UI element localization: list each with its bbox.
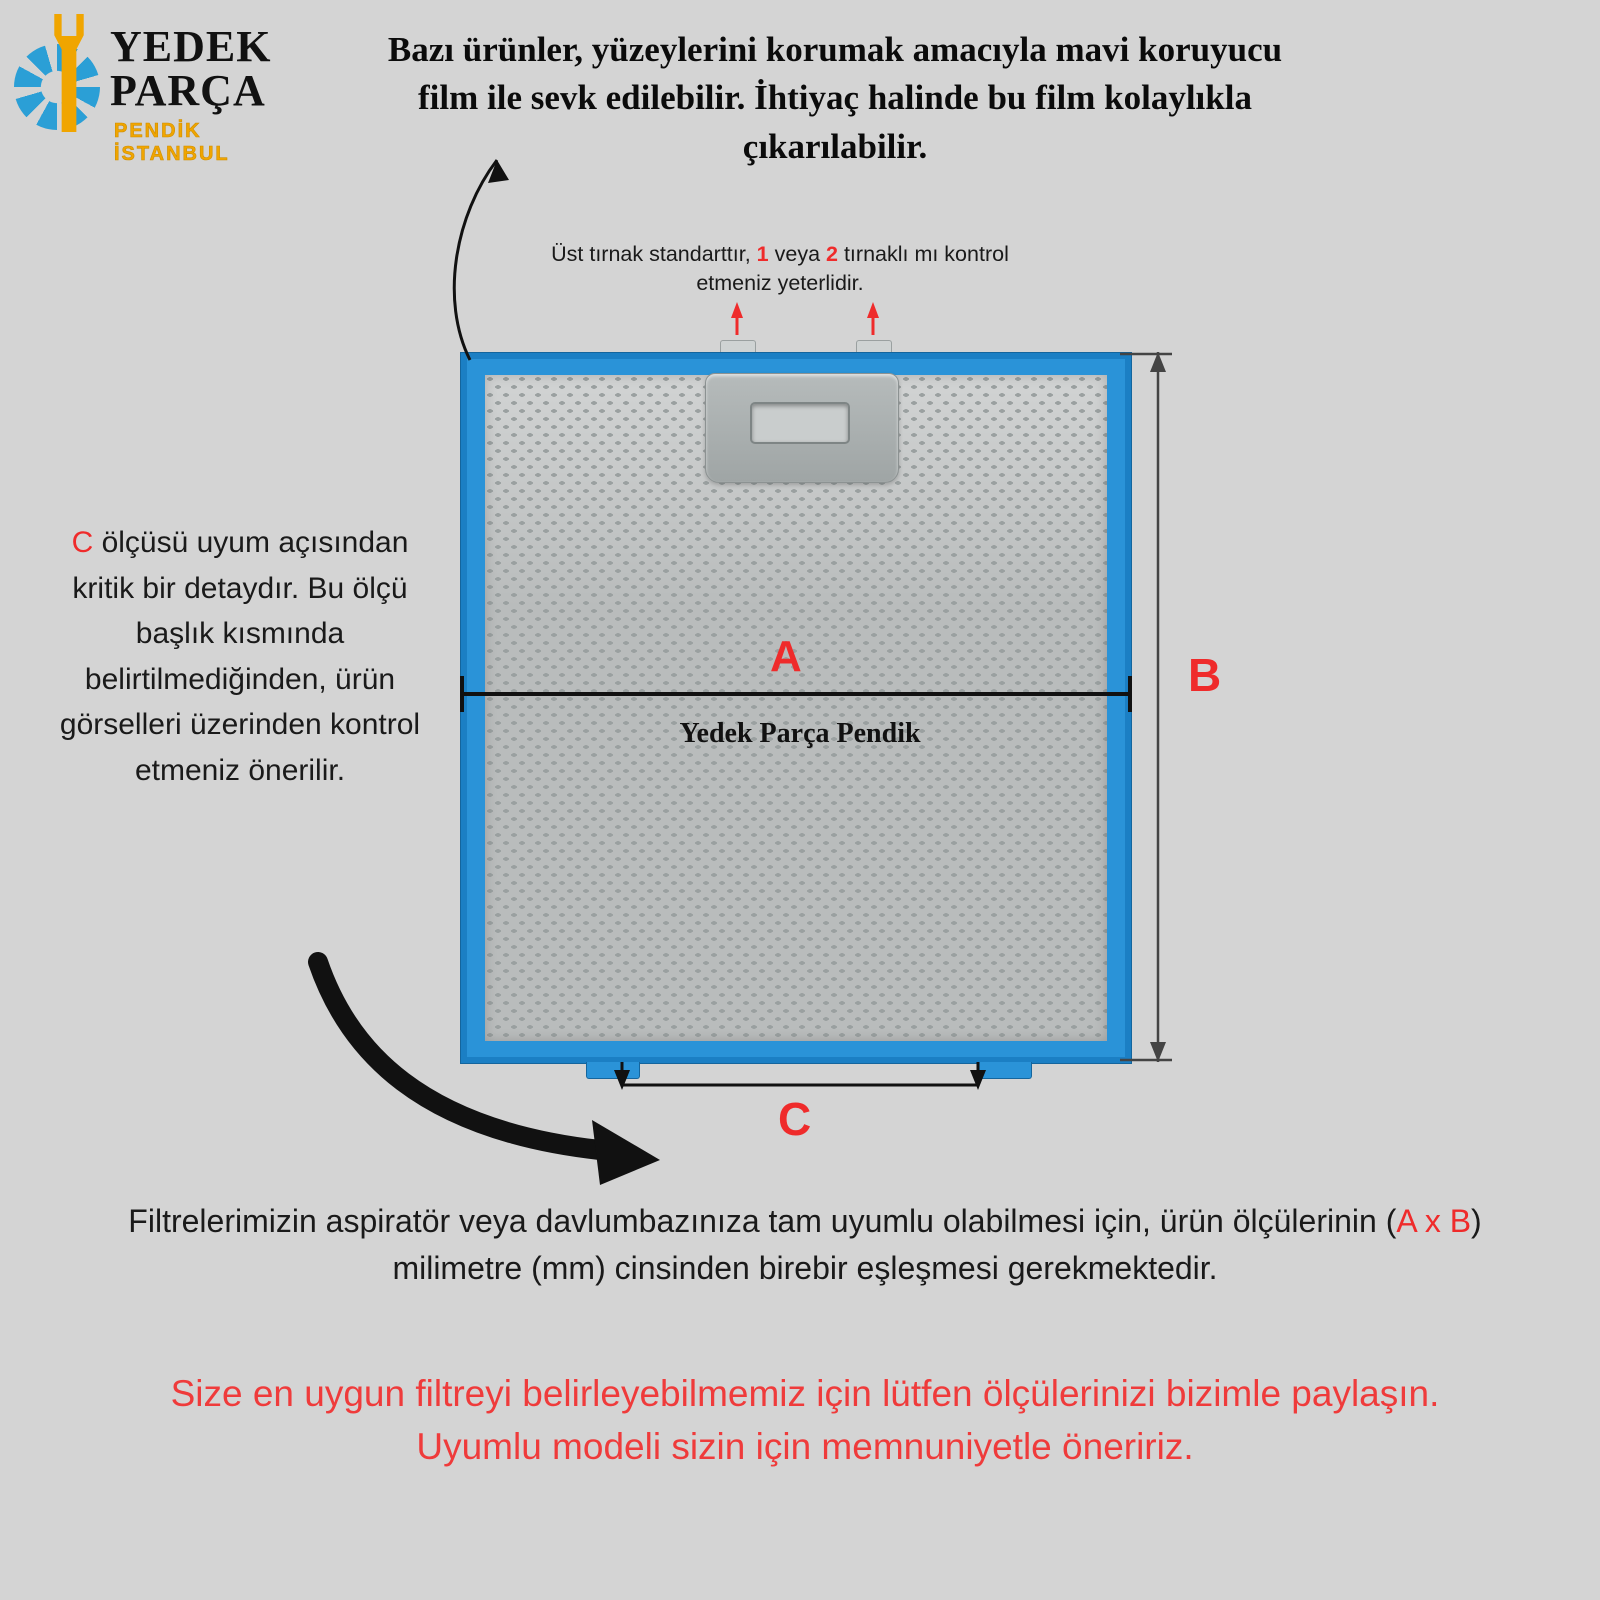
tab-note-part-2: veya (768, 242, 827, 266)
compatibility-formula: A x B (1396, 1203, 1472, 1239)
filter-watermark: Yedek Parça Pendik (679, 718, 921, 749)
filter-bottom-tab-2 (978, 1062, 1032, 1079)
tab-note-part-1: Üst tırnak standarttır, (551, 242, 757, 266)
dimension-arrow-b-bottom (1150, 1042, 1166, 1062)
latch-slot (750, 402, 850, 444)
compatibility-note (120, 1198, 1490, 1293)
top-tab-note (520, 240, 1040, 298)
tab-arrow-head-2 (867, 302, 879, 318)
c-note-text: ölçüsü uyum açısından kritik bir detaydır. Bu ölçü başlık kısmında belirtilmediğinden, ürün görselleri üzerinden kontrol etmeniz önerilir. (59, 526, 421, 787)
tab-note-number-1: 1 (756, 242, 769, 266)
c-measurement-note (40, 520, 440, 794)
filter-latch-handle (705, 373, 899, 483)
dimension-label-b: B (1188, 649, 1222, 701)
brand-logo (10, 8, 320, 165)
logo-line-3: PENDİK İSTANBUL (114, 120, 230, 165)
compatibility-note-part-1: Filtrelerimizin aspiratör veya davlumbazınıza tam uyumlu olabilmesi için, ürün ölçülerinin ( (128, 1203, 1397, 1239)
gear-icon (14, 44, 100, 130)
headline-text: Bazı ürünler, yüzeylerini korumak amacıyla mavi koruyucu film ile sevk edilebilir. İhtiyaç halinde bu film kolaylıkla çıkarılabilir. (387, 30, 1283, 166)
logo-line-1: YEDEK (110, 22, 272, 71)
dimension-label-c: C (778, 1093, 812, 1145)
dimension-arrow-b-top (1150, 352, 1166, 372)
bottom-callout-arrowhead (592, 1120, 660, 1185)
compatibility-note-part-2: ) milimetre (mm) cinsinden birebir eşleşmesi gerekmektedir. (392, 1203, 1482, 1287)
filter-bottom-tab-1 (586, 1062, 640, 1079)
logo-line-2: PARÇA (110, 66, 266, 115)
c-letter-inline: C (71, 526, 94, 559)
tab-note-number-2: 2 (826, 242, 838, 266)
film-callout-arrow (454, 160, 497, 360)
closing-note: Size en uygun filtreyi belirleyebilmemiz için lütfen ölçülerinizi bizimle paylaşın. Uyumlu modeli sizin için memnuniyetle öneririz. (170, 1373, 1440, 1467)
tab-note-part-3: tırnaklı mı kontrol etmeniz yeterlidir. (696, 242, 1009, 296)
dimension-label-a: A (770, 632, 802, 681)
tab-arrow-head-1 (731, 302, 743, 318)
